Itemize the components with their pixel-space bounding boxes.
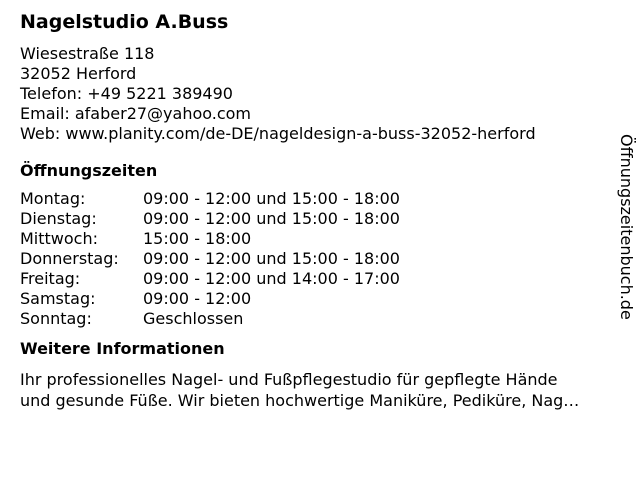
day-label: Sonntag: [20,309,92,328]
time-value: 09:00 - 12:00 und 14:00 - 17:00 [143,269,400,288]
time-value: 15:00 - 18:00 [143,229,252,248]
time-value: 09:00 - 12:00 [143,289,252,308]
phone-number: Telefon: +49 5221 389490 [20,84,233,103]
time-value: 09:00 - 12:00 und 15:00 - 18:00 [143,189,400,208]
hours-row-monday [20,189,625,209]
time-value: Geschlossen [143,309,244,328]
source-watermark: Öffnungszeitenbuch.de [617,134,636,320]
hours-row-sunday [20,309,625,329]
time-value: 09:00 - 12:00 und 15:00 - 18:00 [143,209,400,228]
more-info-heading: Weitere Informationen [20,339,225,358]
day-label: Montag: [20,189,86,208]
website: Web: www.planity.com/de-DE/nageldesign-a-buss-32052-herford [20,124,536,143]
hours-row-wednesday [20,229,625,249]
hours-row-thursday [20,249,625,269]
description-line-1: Ihr professionelles Nagel- und Fußpflegestudio für gepflegte Hände [20,370,558,389]
hours-row-friday [20,269,625,289]
email-address: Email: afaber27@yahoo.com [20,104,252,123]
opening-hours-table [20,189,625,329]
description-line-2: und gesunde Füße. Wir bieten hochwertige Maniküre, Pediküre, Nag… [20,391,580,410]
city-address: 32052 Herford [20,64,137,83]
day-label: Freitag: [20,269,81,288]
day-label: Samstag: [20,289,96,308]
time-value: 09:00 - 12:00 und 15:00 - 18:00 [143,249,400,268]
business-card [20,9,625,411]
hours-row-saturday [20,289,625,309]
street-address: Wiesestraße 118 [20,44,155,63]
day-label: Mittwoch: [20,229,98,248]
hours-row-tuesday [20,209,625,229]
day-label: Donnerstag: [20,249,119,268]
opening-hours-heading: Öffnungszeiten [20,161,158,180]
day-label: Dienstag: [20,209,97,228]
business-name: Nagelstudio A.Buss [20,11,229,33]
